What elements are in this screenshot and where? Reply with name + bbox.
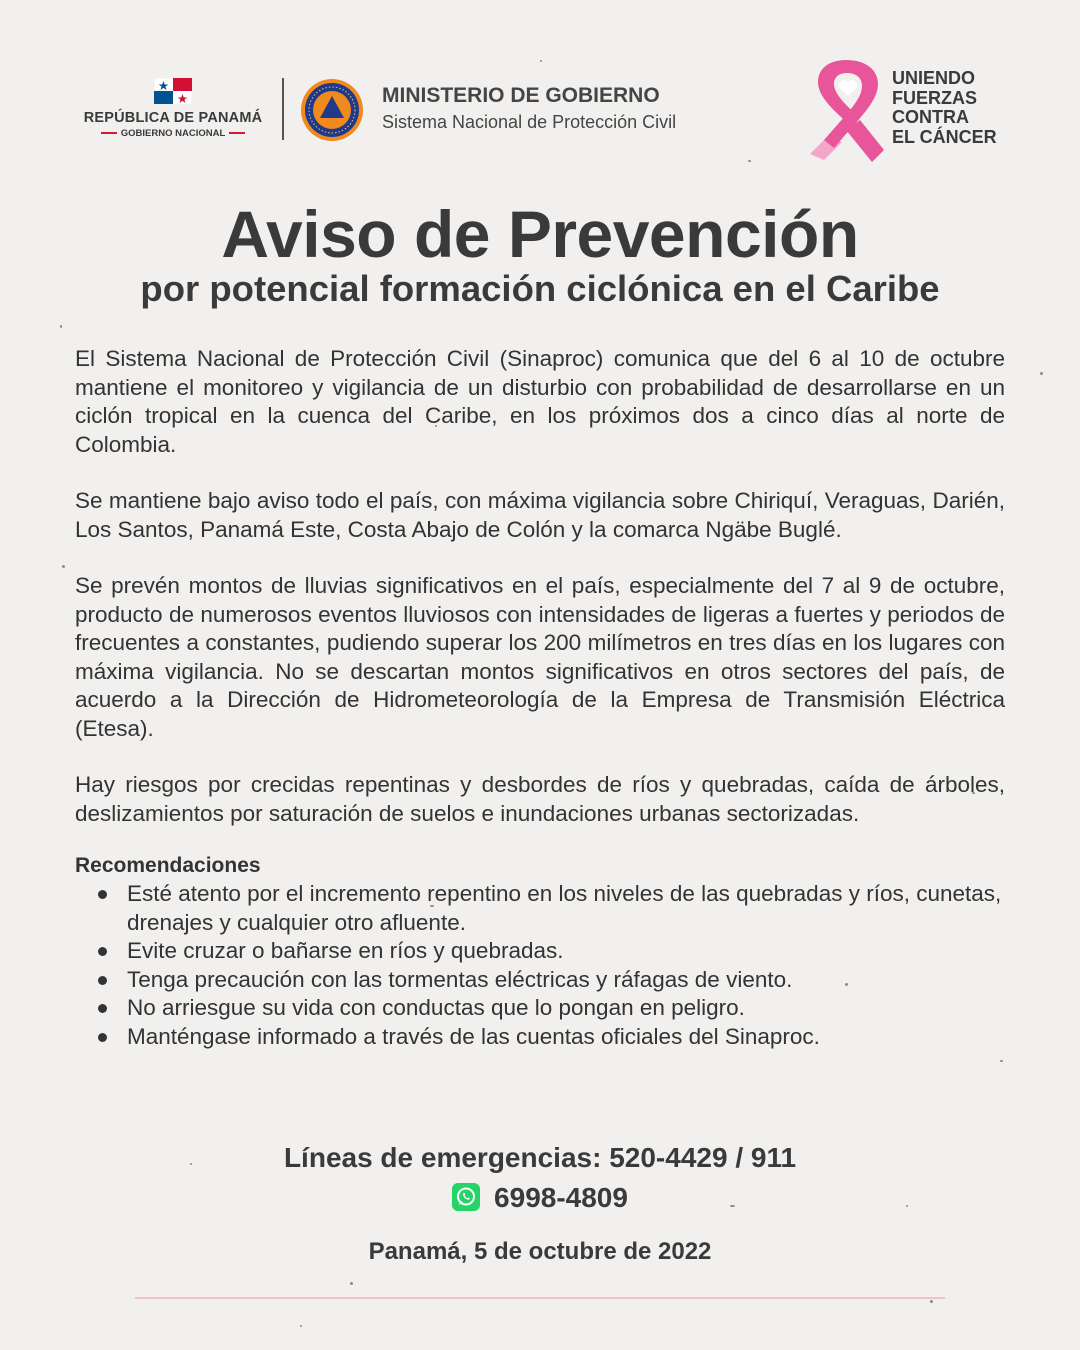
header <box>0 70 1080 170</box>
whatsapp-icon <box>452 1183 480 1211</box>
paragraph: Se mantiene bajo aviso todo el país, con máxima vigilancia sobre Chiriquí, Veraguas, Darién, Los Santos, Panamá Este, Costa Abajo de Colón y la comarca Ngäbe Buglé. <box>75 488 1005 542</box>
bullet-icon <box>98 1004 107 1013</box>
header-divider <box>282 78 284 140</box>
ministry-subtitle: Sistema Nacional de Protección Civil <box>382 112 677 132</box>
recommendations-list <box>75 880 1005 1051</box>
whatsapp-contact <box>0 1182 1080 1214</box>
ministry-block <box>382 84 676 133</box>
ministry-title: MINISTERIO DE GOBIERNO <box>382 84 660 107</box>
list-item <box>75 937 1005 966</box>
recommendations-title: Recomendaciones <box>75 854 261 877</box>
notice-body <box>75 345 1005 1051</box>
list-item <box>75 880 1005 937</box>
republic-name: REPÚBLICA DE PANAMÁ <box>83 110 263 126</box>
republic-sub: GOBIERNO NACIONAL <box>80 128 266 139</box>
bullet-icon <box>98 976 107 985</box>
date-line: Panamá, 5 de octubre de 2022 <box>368 1238 712 1265</box>
campaign-line: EL CÁNCER <box>892 126 997 147</box>
campaign-line: FUERZAS <box>892 87 977 108</box>
list-item-text: No arriesgue su vida con conductas que lo pongan en peligro. <box>127 995 745 1020</box>
list-item <box>75 966 1005 995</box>
paragraph: Se prevén montos de lluvias significativos en el país, especialmente del 7 al 9 de octubre, producto de numerosos eventos lluviosos con intensidades de ligeras a fuertes y periodos de frecuentes a constantes, pudiendo superar los 200 milímetros en tres días en los lugares con máxima vigilancia. No se descartan montos significativos en otros sectores del país, de acuerdo a la Dirección de Hidrometeorología de la Empresa de Transmisión Eléctrica (Etesa). <box>75 573 1005 741</box>
panama-flag-icon <box>154 78 192 104</box>
paragraph: Hay riesgos por crecidas repentinas y desbordes de ríos y quebradas, caída de árboles, deslizamientos por saturación de suelos e inundaciones urbanas sectorizadas. <box>75 772 1005 826</box>
government-logo <box>80 78 266 139</box>
civil-protection-seal-icon <box>300 78 364 142</box>
list-item <box>75 1023 1005 1052</box>
campaign-text <box>892 69 997 147</box>
emergency-lines: Líneas de emergencias: 520-4429 / 911 <box>283 1142 797 1173</box>
list-item-text: Evite cruzar o bañarse en ríos y quebradas. <box>127 938 564 963</box>
list-item <box>75 994 1005 1023</box>
list-item-text: Tenga precaución con las tormentas eléctricas y ráfagas de viento. <box>127 966 793 992</box>
list-item-text: Esté atento por el incremento repentino en los niveles de las quebradas y ríos, cunetas, drenajes y cualquier otro afluente. <box>127 881 1002 935</box>
bullet-icon <box>98 1033 107 1042</box>
campaign-line: CONTRA <box>892 107 969 127</box>
list-item-text: Manténgase informado a través de las cuentas oficiales del Sinaproc. <box>127 1023 820 1049</box>
page-subtitle: por potencial formación ciclónica en el Caribe <box>140 268 940 309</box>
bottom-divider <box>135 1297 945 1299</box>
bullet-icon <box>98 890 107 899</box>
page-title: Aviso de Prevención <box>221 197 859 271</box>
pink-ribbon-icon <box>806 58 892 164</box>
whatsapp-number: 6998-4809 <box>494 1182 628 1213</box>
bullet-icon <box>98 947 107 956</box>
paragraph: El Sistema Nacional de Protección Civil (Sinaproc) comunica que del 6 al 10 de octubre mantiene el monitoreo y vigilancia de un disturbio con probabilidad de desarrollarse en un ciclón tropical en la cuenca del Caribe, en los próximos dos a cinco días al norte de Colombia. <box>75 346 1005 457</box>
campaign-line: UNIENDO <box>892 68 976 88</box>
